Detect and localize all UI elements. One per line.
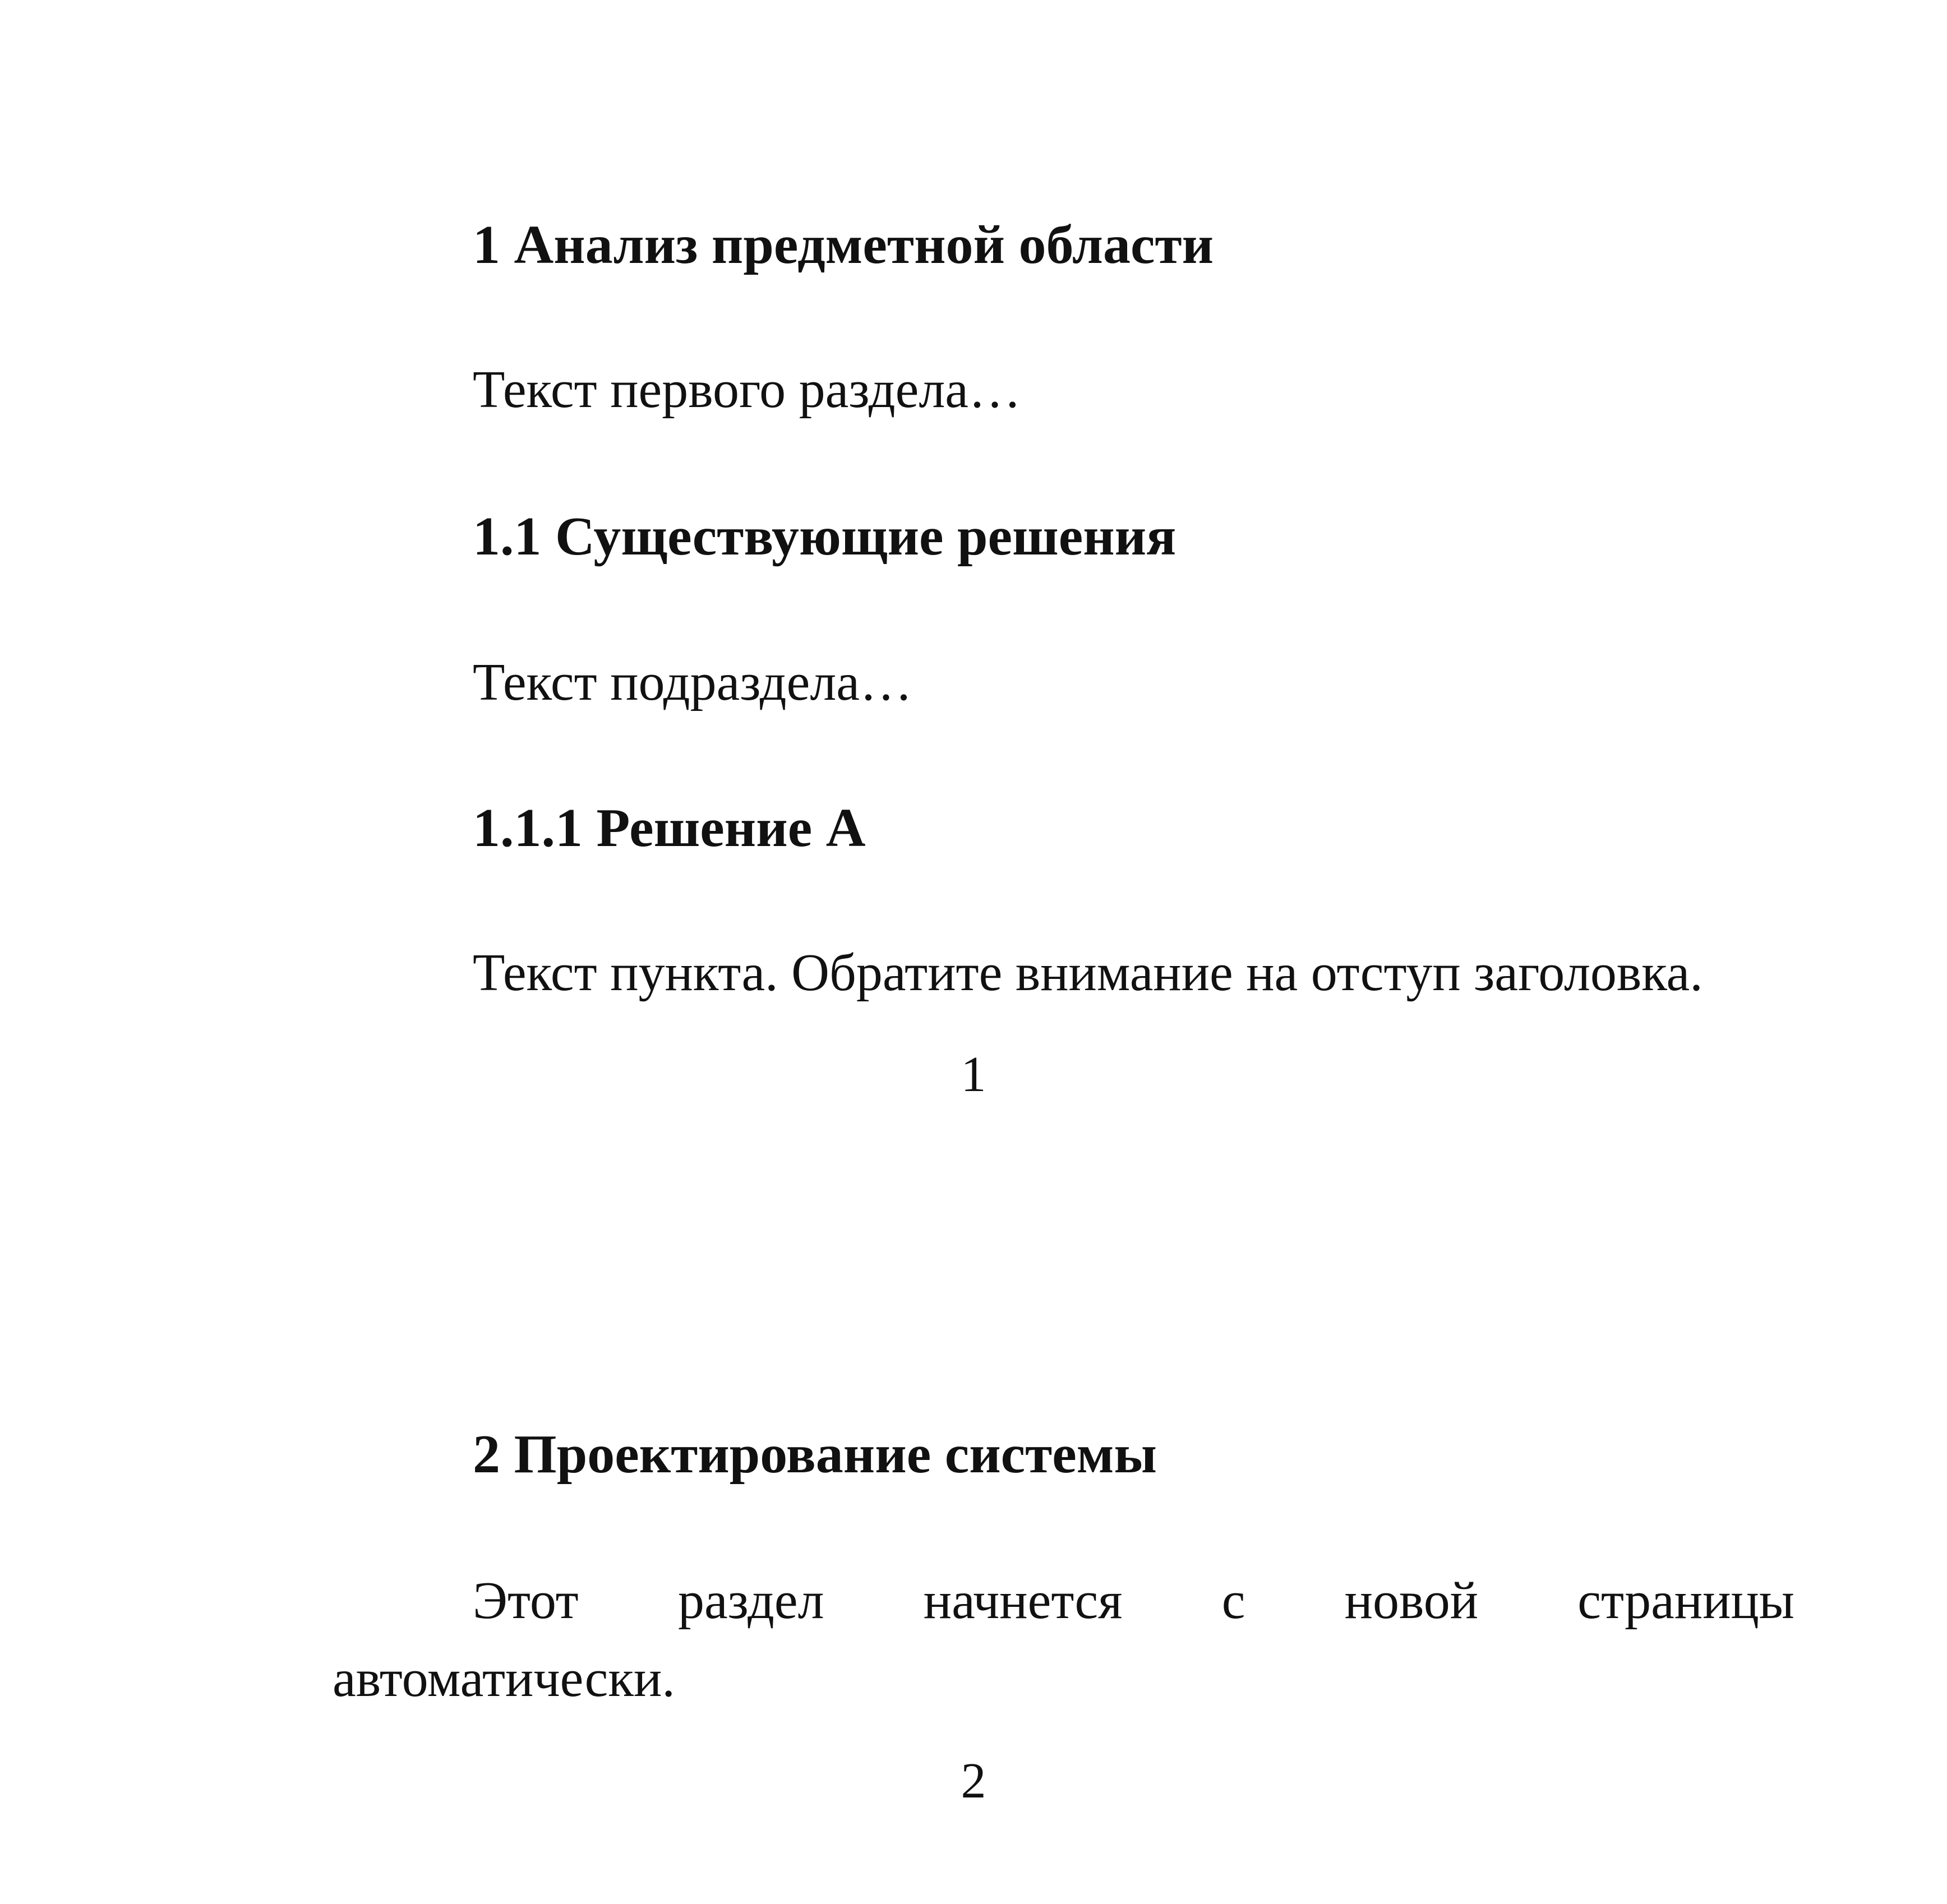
paragraph-word: начнется <box>923 1572 1123 1630</box>
section-heading-1: 1 Анализ предметной области <box>473 215 1214 275</box>
paragraph-word: раздел <box>677 1572 824 1630</box>
paragraph-word: с <box>1221 1572 1245 1630</box>
subsection-1-1-paragraph: Текст подраздела… <box>473 653 912 711</box>
paragraph-word: страницы <box>1577 1572 1794 1630</box>
paragraph-word: новой <box>1344 1572 1479 1630</box>
section-2-paragraph-last-line: автоматически. <box>333 1649 675 1708</box>
page-number-2: 2 <box>961 1753 986 1809</box>
section-1-paragraph: Текст первого раздела… <box>473 361 1022 419</box>
item-1-1-1-paragraph: Текст пункта. Обратите внимание на отступ заголовка. <box>473 944 1703 1002</box>
page-number-1: 1 <box>961 1047 986 1102</box>
item-heading-1-1-1: 1.1.1 Решение А <box>473 798 866 858</box>
subsection-heading-1-1: 1.1 Существующие решения <box>473 506 1176 567</box>
section-2-paragraph-justified-line <box>473 1572 1794 1630</box>
paragraph-word: Этот <box>473 1572 579 1630</box>
section-heading-2: 2 Проектирование системы <box>473 1424 1157 1485</box>
